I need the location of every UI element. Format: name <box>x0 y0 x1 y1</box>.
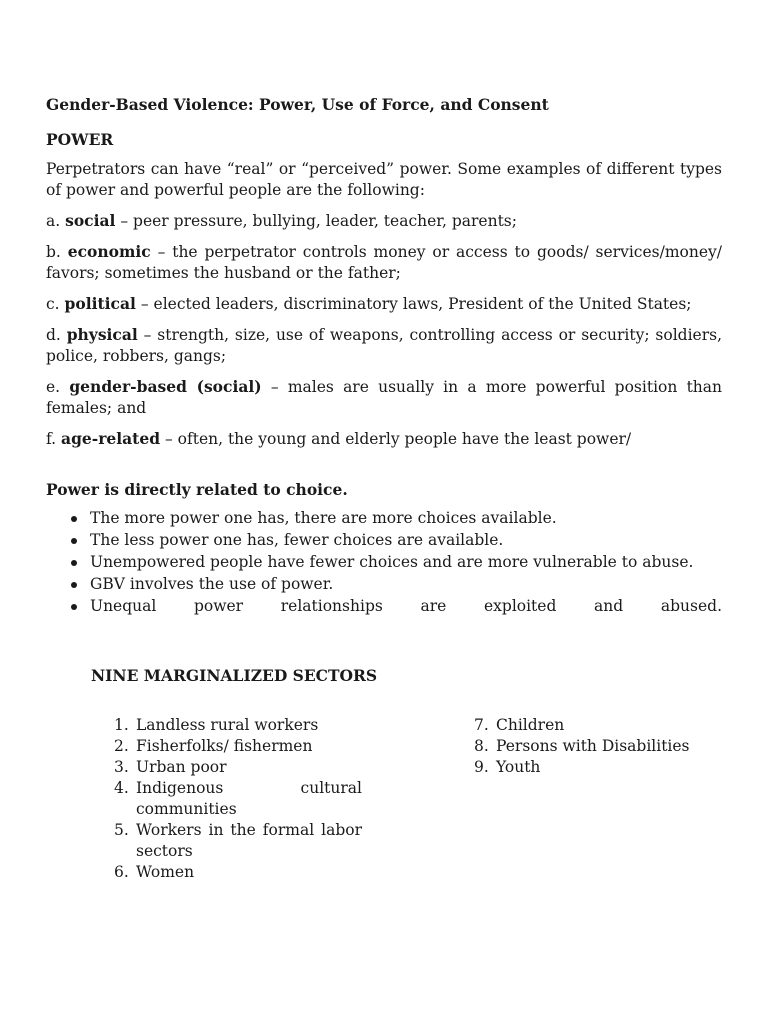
list-item <box>474 715 734 736</box>
item-number: 7. <box>474 716 489 734</box>
item-number: 8. <box>474 737 489 755</box>
sectors-list-left <box>114 715 362 883</box>
list-item <box>474 736 734 757</box>
choice-heading: Power is directly related to choice. <box>46 480 348 499</box>
item-text: Workers in the formal labor sectors <box>136 821 362 860</box>
bullet-text: Unequal power relationships are exploited and abused. <box>90 597 722 615</box>
item-term: physical <box>66 325 138 344</box>
list-item <box>114 715 362 736</box>
item-prefix: e. <box>46 378 70 396</box>
list-item <box>71 552 722 573</box>
item-text: – males are usually in a more powerful position than females; and <box>46 378 723 417</box>
choice-bullet-list <box>46 508 722 617</box>
item-number: 5. <box>114 821 129 839</box>
bullet-icon <box>71 582 77 588</box>
item-prefix: d. <box>46 326 67 344</box>
power-item-physical <box>46 324 722 367</box>
bullet-text: The more power one has, there are more choices available. <box>90 509 557 527</box>
item-number: 9. <box>474 758 489 776</box>
list-item <box>114 757 362 778</box>
power-item-political <box>46 293 722 315</box>
item-text: Children <box>496 716 565 734</box>
item-prefix: b. <box>46 243 68 261</box>
item-text: – often, the young and elderly people have the least power/ <box>160 430 632 448</box>
item-number: 6. <box>114 863 129 881</box>
list-item <box>71 530 722 551</box>
item-prefix: f. <box>46 430 62 448</box>
bullet-icon <box>71 516 77 522</box>
power-item-economic <box>46 241 722 284</box>
item-text: – elected leaders, discriminatory laws, President of the United States; <box>135 295 692 313</box>
list-item <box>71 596 722 617</box>
bullet-icon <box>71 538 77 544</box>
bullet-text: The less power one has, fewer choices are available. <box>90 531 504 549</box>
item-text: Women <box>136 863 195 881</box>
power-item-gender-based <box>46 376 722 419</box>
item-term: social <box>65 211 116 230</box>
item-text: Persons with Disabilities <box>496 737 690 755</box>
list-item <box>71 574 722 595</box>
item-text: – the perpetrator controls money or access to goods/ services/money/ favors; sometimes the husband or the father; <box>46 243 722 282</box>
list-item <box>114 778 362 820</box>
item-term: economic <box>67 242 151 261</box>
item-number: 1. <box>114 716 129 734</box>
list-item <box>474 757 734 778</box>
bullet-icon <box>71 560 77 566</box>
document-title: Gender-Based Violence: Power, Use of Force, and Consent <box>46 95 549 114</box>
power-heading: POWER <box>46 130 114 149</box>
sectors-list-right <box>474 715 734 778</box>
item-prefix: a. <box>46 212 66 230</box>
list-item <box>114 736 362 757</box>
bullet-icon <box>71 604 77 610</box>
list-item <box>71 508 722 529</box>
item-text: Urban poor <box>136 758 227 776</box>
item-term: gender-based (social) <box>69 377 262 396</box>
power-item-social <box>46 210 722 232</box>
item-text: Youth <box>496 758 541 776</box>
power-item-age-related <box>46 428 722 450</box>
item-prefix: c. <box>46 295 65 313</box>
item-term: political <box>64 294 136 313</box>
power-intro: Perpetrators can have “real” or “perceived” power. Some examples of different types of power and powerful people are the following: <box>46 160 722 199</box>
document-page <box>46 94 722 905</box>
item-term: age-related <box>61 429 161 448</box>
item-number: 4. <box>114 779 129 797</box>
item-text: Landless rural workers <box>136 716 319 734</box>
list-item <box>114 820 362 862</box>
item-number: 2. <box>114 737 129 755</box>
item-number: 3. <box>114 758 129 776</box>
item-text: Indigenous cultural communities <box>136 779 362 818</box>
sectors-heading: NINE MARGINALIZED SECTORS <box>91 666 378 685</box>
item-text: – strength, size, use of weapons, controlling access or security; soldiers, police, robbers, gangs; <box>46 326 722 365</box>
bullet-text: Unempowered people have fewer choices and are more vulnerable to abuse. <box>90 553 694 571</box>
list-item <box>114 862 362 883</box>
bullet-text: GBV involves the use of power. <box>90 575 334 593</box>
item-text: – peer pressure, bullying, leader, teacher, parents; <box>115 212 517 230</box>
sectors-columns <box>46 715 722 905</box>
item-text: Fisherfolks/ fishermen <box>136 737 313 755</box>
